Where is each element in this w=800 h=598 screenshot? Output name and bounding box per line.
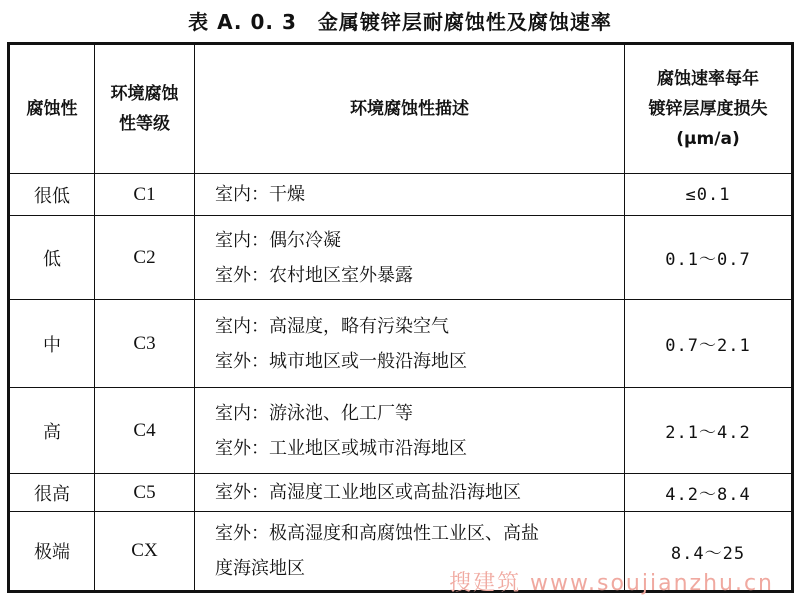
header-corrosion-rate (625, 44, 793, 174)
cell-corrosivity: 很高 (9, 474, 95, 512)
cell-corrosivity: 低 (9, 216, 95, 300)
cell-rate: ≤0.1 (625, 174, 793, 216)
header-rate-line1: 腐蚀速率每年 (657, 69, 759, 89)
description-line: 室外：城市地区或一般沿海地区 (215, 350, 467, 372)
cell-grade: C3 (95, 300, 195, 388)
description-line: 室内：游泳池、化工厂等 (215, 402, 413, 424)
description-line: 室外：极高湿度和高腐蚀性工业区、高盐 (215, 523, 539, 544)
cell-grade: C4 (95, 388, 195, 474)
table-title: 表 A. 0. 3 金属镀锌层耐腐蚀性及腐蚀速率 (188, 10, 612, 34)
cell-grade: C5 (95, 474, 195, 512)
header-env-grade (95, 44, 195, 174)
cell-corrosivity: 很低 (9, 174, 95, 216)
cell-rate: 0.1～0.7 (625, 216, 793, 300)
table-row (9, 474, 793, 512)
table-row (9, 216, 793, 300)
description-line: 室外：农村地区室外暴露 (215, 264, 413, 286)
cell-rate: 2.1～4.2 (625, 388, 793, 474)
cell-corrosivity: 极端 (9, 512, 95, 592)
header-env-description: 环境腐蚀性描述 (195, 44, 625, 174)
description-line: 度海滨地区 (215, 558, 305, 579)
corrosion-table (7, 42, 794, 593)
cell-rate: 8.4～25 (625, 512, 793, 592)
description-line: 室内：高湿度，略有污染空气 (215, 315, 449, 337)
header-env-grade-line1: 环境腐蚀 (110, 84, 179, 104)
cell-corrosivity: 高 (9, 388, 95, 474)
cell-grade: C2 (95, 216, 195, 300)
description-line: 室内：偶尔冷凝 (215, 229, 341, 251)
cell-description (195, 474, 625, 512)
table-row (9, 174, 793, 216)
header-corrosivity: 腐蚀性 (9, 44, 95, 174)
cell-grade: CX (95, 512, 195, 592)
header-rate-line2: 镀锌层厚度损失 (648, 99, 768, 119)
cell-rate: 4.2～8.4 (625, 474, 793, 512)
watermark: 搜建筑 www.soujianzhu.cn (449, 571, 774, 596)
header-rate-line3: (μm/a) (676, 129, 740, 149)
description-line: 室外：高湿度工业地区或高盐沿海地区 (215, 482, 521, 503)
header-env-grade-line2: 性等级 (119, 114, 170, 134)
description-line: 室外：工业地区或城市沿海地区 (215, 437, 467, 459)
cell-corrosivity: 中 (9, 300, 95, 388)
cell-description (195, 300, 625, 388)
table-row (9, 300, 793, 388)
cell-rate: 0.7～2.1 (625, 300, 793, 388)
description-line: 室内：干燥 (215, 184, 305, 205)
cell-description (195, 174, 625, 216)
cell-grade: C1 (95, 174, 195, 216)
table-row (9, 388, 793, 474)
header-row (9, 44, 793, 174)
cell-description (195, 388, 625, 474)
cell-description (195, 216, 625, 300)
